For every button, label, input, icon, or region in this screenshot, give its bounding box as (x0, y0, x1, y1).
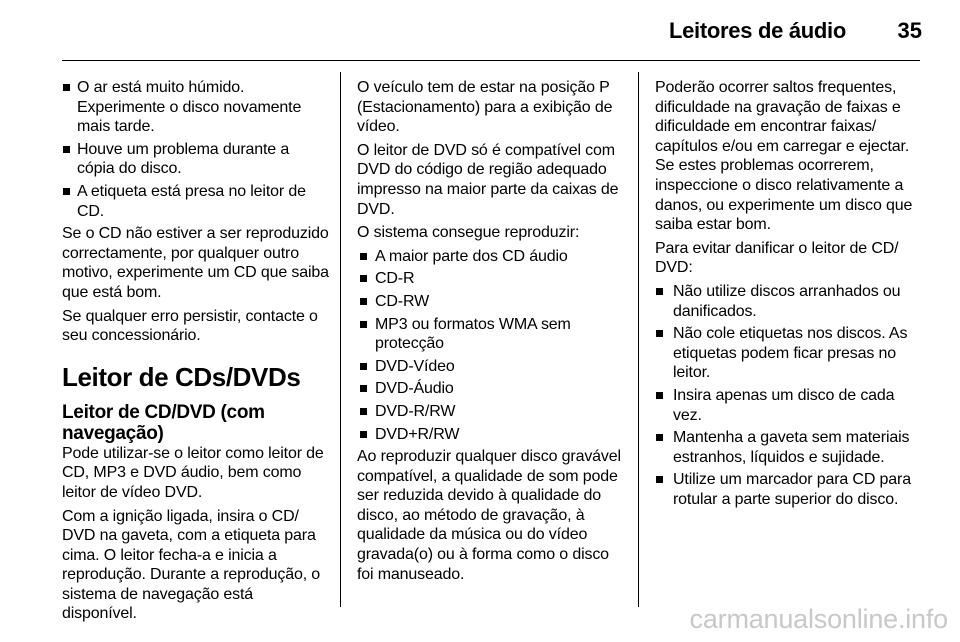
paragraph: Ao reproduzir qualquer disco gravável compatível, a qualidade de som pode ser reduzida devido à qualidade do disco, ao método de gravação, à qualidade da música ou do vídeo gravada(o) ou à forma como o disco foi manuseado. (357, 448, 621, 583)
bullet-list (62, 78, 330, 221)
list-item: Houve um problema durante a cópia do disco. (62, 140, 330, 179)
list-item: A etiqueta está presa no leitor de CD. (62, 182, 330, 221)
column-divider-2 (638, 72, 639, 607)
list-item: Mantenha a gaveta sem materiais estranhos, líquidos e sujidade. (655, 428, 925, 467)
paragraph: O leitor de DVD só é compatível com DVD do código de região adequado impresso na maior parte da caixas de DVD. (357, 141, 619, 218)
list-item: Insira apenas um disco de cada vez. (655, 386, 925, 425)
list-item: DVD+R/RW (357, 425, 625, 445)
paragraph: O veículo tem de estar na posição P (Estacionamento) para a exibição de vídeo. (357, 79, 613, 136)
list-item: A maior parte dos CD áudio (357, 247, 625, 267)
paragraph: Se o CD não estiver a ser reproduzido correctamente, por qualquer outro motivo, experimente um CD que saiba que está bom. (62, 225, 329, 301)
list-item: DVD-R/RW (357, 402, 625, 422)
list-item: MP3 ou formatos WMA sem protecção (357, 315, 625, 354)
section-heading: Leitor de CDs/DVDs (62, 361, 301, 392)
column-1 (62, 78, 330, 628)
column-divider-1 (340, 72, 341, 607)
paragraph: Poderão ocorrer saltos frequentes, dificuldade na gravação de faixas e dificuldade em encontrar faixas/ capítulos e/ou em carregar e ejectar. Se estes problemas ocorrerem, inspeccione o disco relativamente a danos, ou experimente um disco que saiba estar bom. (655, 79, 913, 234)
bullet-list (655, 282, 925, 510)
bullet-list (357, 247, 625, 444)
subsection-heading: Leitor de CD/DVD (com navegação) (62, 401, 265, 444)
list-item: Não cole etiquetas nos discos. As etiquetas podem ficar presas no leitor. (655, 324, 925, 383)
page-header-title: Leitores de áudio (668, 18, 846, 43)
column-3 (655, 78, 925, 512)
paragraph: Pode utilizar-se o leitor como leitor de CD, MP3 e DVD áudio, bem como leitor de vídeo DVD. (62, 444, 324, 501)
list-item: DVD-Vídeo (357, 357, 625, 377)
column-2 (357, 78, 625, 588)
list-item: Não utilize discos arranhados ou danificados. (655, 282, 925, 321)
page-number: 35 (897, 18, 922, 43)
paragraph: O sistema consegue reproduzir: (357, 224, 580, 242)
paragraph: Com a ignição ligada, insira o CD/ DVD na gaveta, com a etiqueta para cima. O leitor fecha-a e inicia a reprodução. Durante a reprodução, o sistema de navegação está disponível. (62, 507, 321, 623)
list-item: O ar está muito húmido. Experimente o disco novamente mais tarde. (62, 78, 330, 137)
watermark: carmanualsonline.info (689, 604, 948, 634)
list-item: CD-RW (357, 292, 625, 312)
list-item: Utilize um marcador para CD para rotular a parte superior do disco. (655, 470, 925, 509)
list-item: CD-R (357, 269, 625, 289)
paragraph: Para evitar danificar o leitor de CD/ DVD: (655, 239, 899, 277)
header-rule (62, 60, 920, 61)
paragraph: Se qualquer erro persistir, contacte o seu concessionário. (62, 307, 318, 345)
list-item: DVD-Áudio (357, 379, 625, 399)
